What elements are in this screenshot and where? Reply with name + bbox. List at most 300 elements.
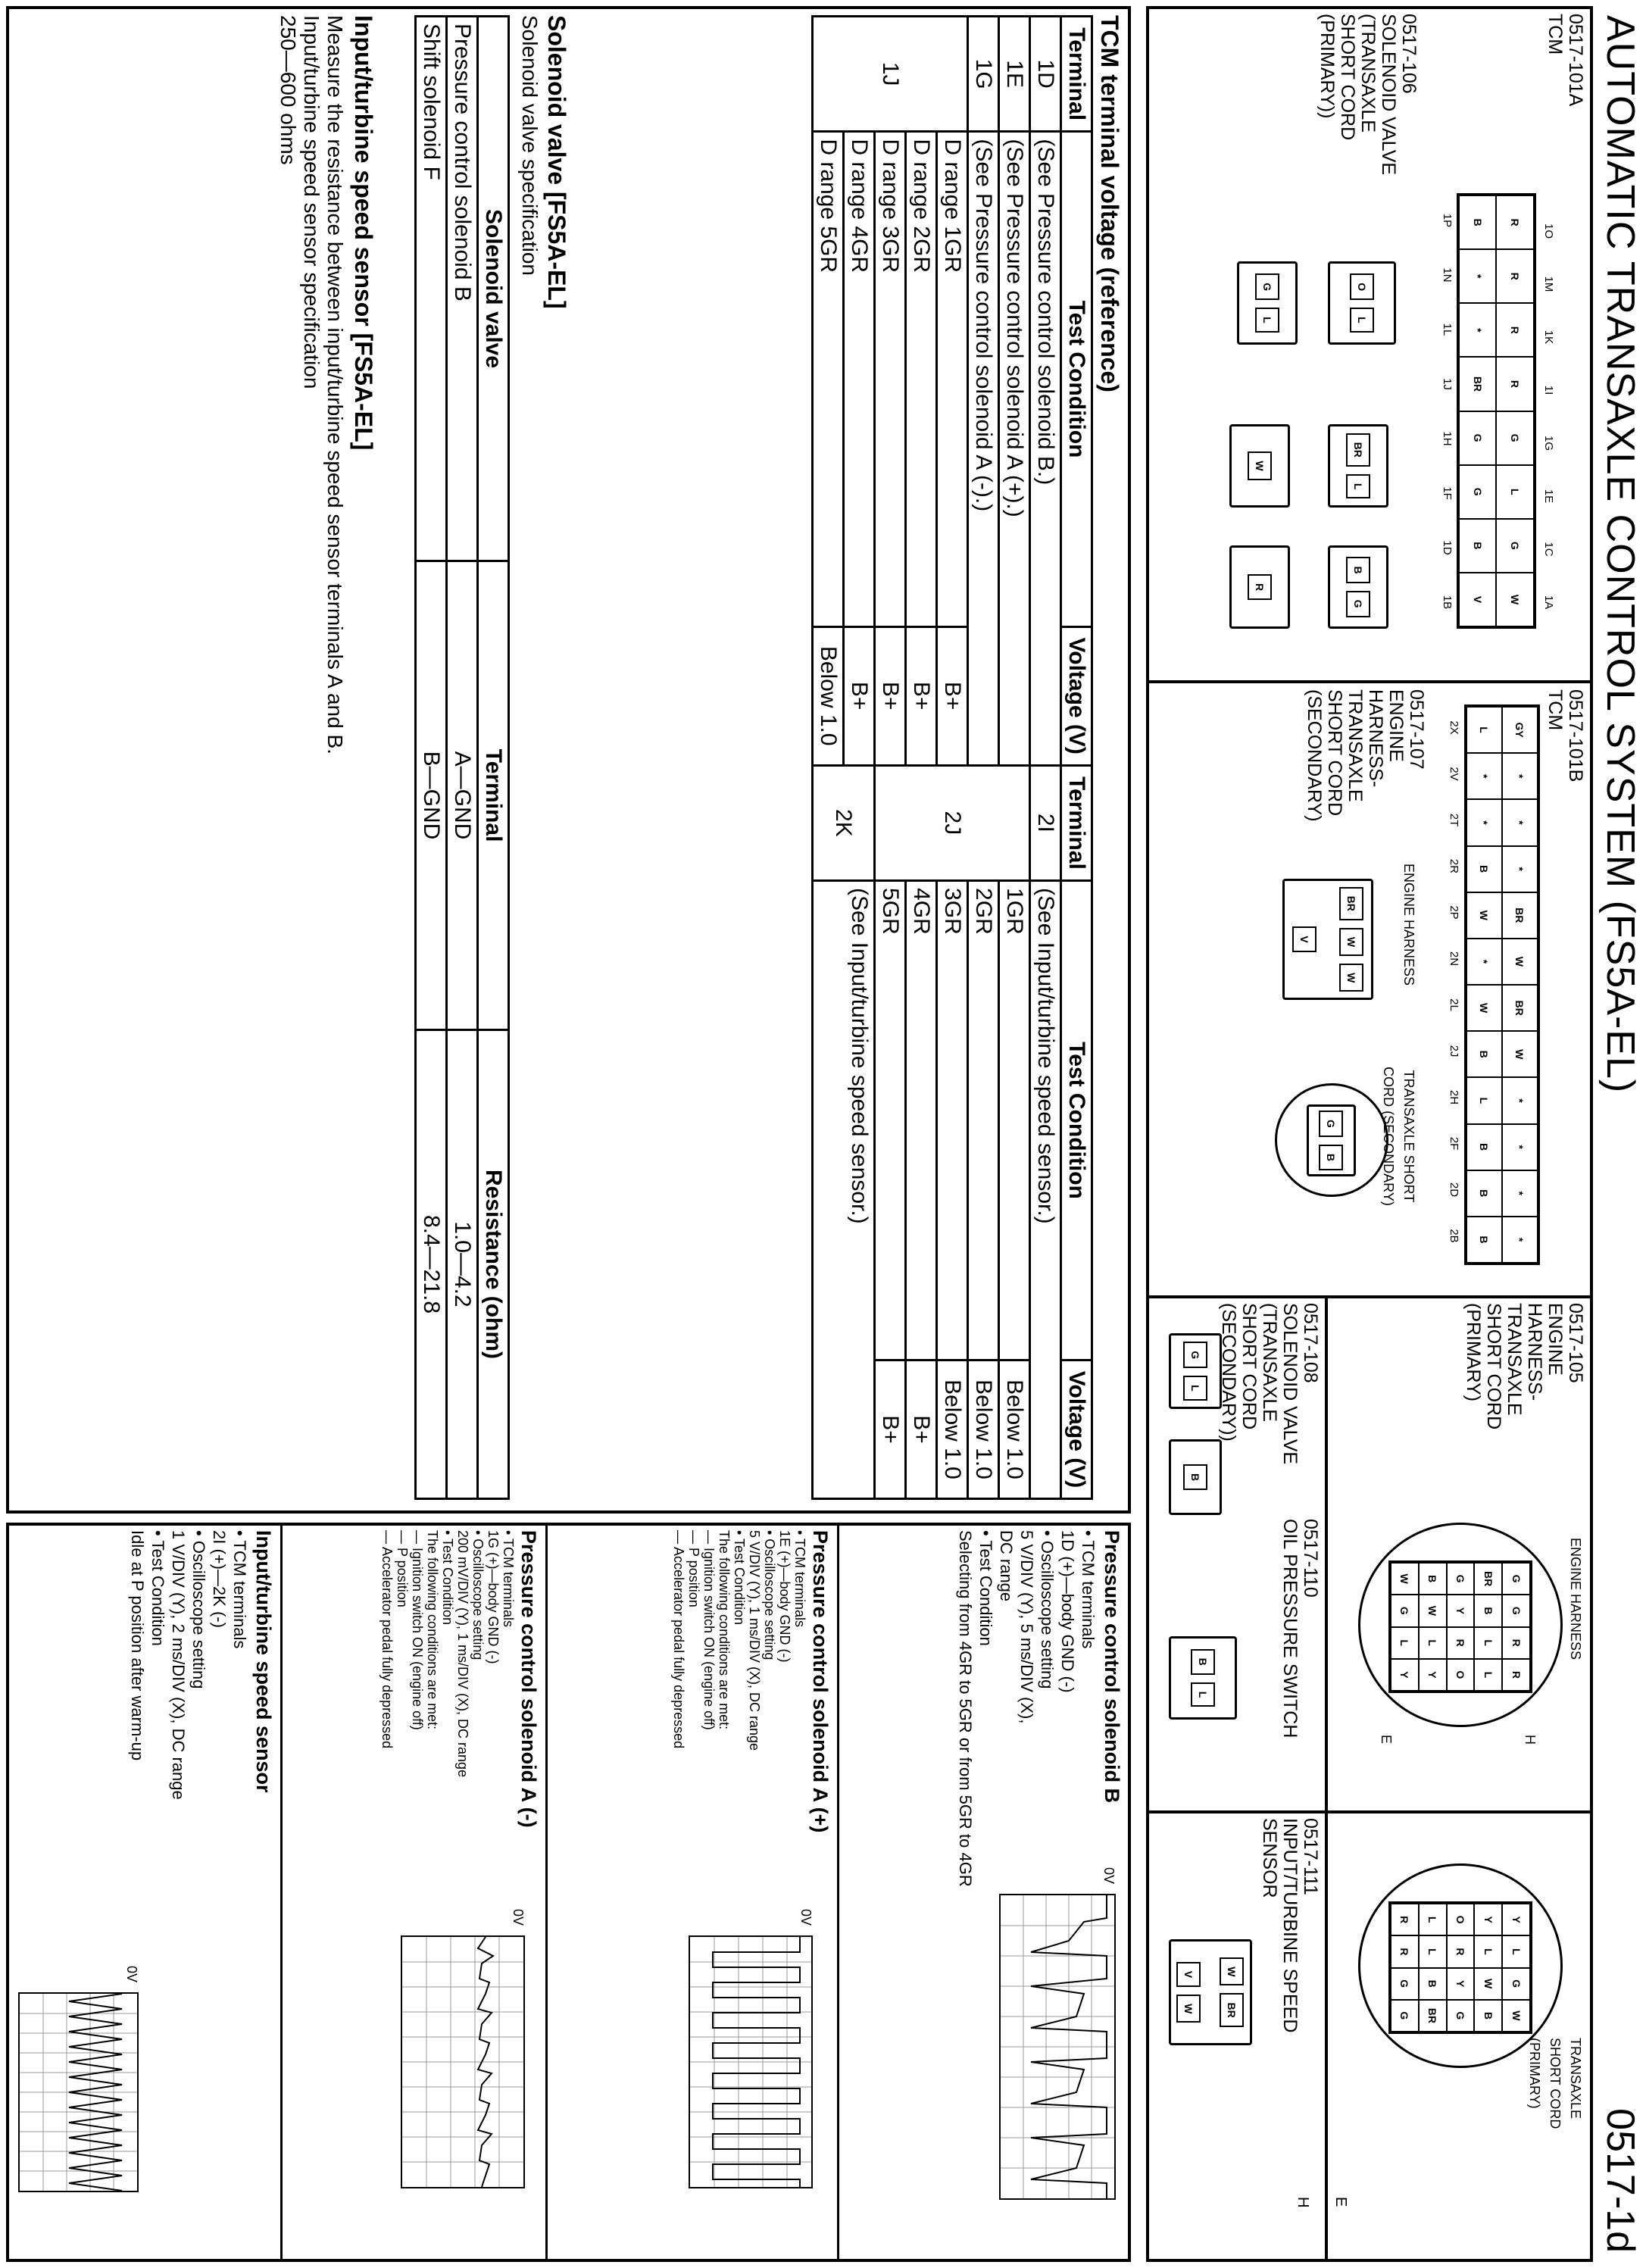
connector-110-name: OIL PRESSURE SWITCH — [1279, 1519, 1301, 1738]
pin-label: 2V — [1448, 767, 1460, 781]
table-cell — [875, 765, 1030, 880]
table-cell — [813, 17, 968, 132]
pin-cell: W — [1391, 1563, 1419, 1595]
pin-label: 1E — [1542, 489, 1555, 504]
pin-cell: BR — [1459, 357, 1497, 411]
waveform-b-line: Selecting from 4GR to 5GR or from 5GR to 4GR — [956, 1530, 975, 1887]
pin-cell: O — [1447, 1659, 1475, 1691]
table-cell: Below 1.0 — [937, 1360, 968, 1498]
table-cell: D range 4GR — [844, 132, 875, 626]
pin-cell: B — [1419, 1968, 1447, 2000]
pin-cell: B — [1459, 195, 1497, 249]
pin-cell: BR — [1474, 1563, 1502, 1595]
waveform-a-minus-scope — [401, 1935, 525, 2188]
pin-cell: W — [1502, 2000, 1530, 2032]
pin-cell: L — [1474, 1659, 1502, 1691]
table-cell: B—GND — [416, 561, 447, 1030]
connector-106-single-w — [1229, 424, 1290, 508]
connector-107-id: 0517-107 — [1406, 689, 1427, 770]
pin-cell: L — [1419, 1935, 1447, 1967]
pin-label: 1J — [1441, 378, 1454, 390]
pin-cell: G — [1255, 273, 1279, 300]
waveform-a-minus-line: • Oscilloscope setting — [470, 1530, 486, 1660]
table-cell: B+ — [875, 1360, 906, 1498]
pin-cell: B — [1466, 846, 1502, 892]
table-cell: Shift solenoid F — [416, 17, 447, 561]
connector-101a-top-pins — [1542, 205, 1555, 629]
pin-cell: G — [1459, 465, 1497, 519]
table-cell-text: 2J — [940, 811, 965, 836]
pin-cell: W — [1177, 1995, 1201, 2023]
connector-101a-id: 0517-101A — [1565, 14, 1586, 107]
waveform-b-line: • Test Condition — [976, 1530, 995, 1646]
table-cell: B+ — [844, 626, 875, 765]
speed-sensor-line2: Input/turbine speed sensor specification — [300, 15, 323, 389]
divider — [1325, 1295, 1328, 2262]
table-row — [447, 17, 478, 1499]
pin-cell: L — [1474, 1627, 1502, 1659]
pin-cell: * — [1502, 1077, 1538, 1123]
pin-cell: * — [1466, 939, 1502, 985]
table-cell: Below 1.0 — [999, 1360, 1030, 1498]
pin-label: 2F — [1448, 1136, 1460, 1151]
pin-cell: W — [1339, 928, 1363, 956]
column-header: Terminal — [1061, 17, 1092, 132]
table-cell: 1D — [1030, 17, 1061, 132]
waveform-a-plus-zero: 0V — [798, 1909, 814, 1926]
waveform-a-minus-line: — Ignition switch ON (engine off) — [410, 1530, 425, 1730]
connector-111-legend-h: H — [1295, 2197, 1311, 2208]
table-cell: (See Input/turbine speed sensor.) — [813, 881, 875, 1499]
pin-cell: G — [1447, 1563, 1475, 1595]
pin-cell: W — [1466, 892, 1502, 939]
pin-cell: B — [1466, 1124, 1502, 1170]
pin-cell: G — [1346, 591, 1370, 617]
divider — [1146, 1295, 1593, 1298]
table-cell: Pressure control solenoid B — [447, 17, 478, 561]
connector-110-id: 0517-110 — [1300, 1519, 1321, 1598]
pin-cell: G — [1497, 411, 1535, 465]
pin-cell: BR — [1419, 2000, 1447, 2032]
divider — [837, 1523, 839, 2262]
connector-105-label-h: H — [1523, 1735, 1538, 1745]
connector-111-graphic — [1169, 1939, 1252, 2045]
connector-106-2a — [1328, 424, 1388, 508]
pin-cell: V — [1459, 573, 1497, 626]
pin-cell: W — [1474, 1968, 1502, 2000]
pin-cell: W — [1419, 1595, 1447, 1626]
connector-107-engine — [1282, 879, 1373, 1000]
page-title: AUTOMATIC TRANSAXLE CONTROL SYSTEM (FS5A-EL) — [1598, 15, 1642, 1094]
pin-label: 2X — [1448, 720, 1460, 735]
waveform-a-minus-line: 200 mV/DIV (Y), 1 ms/DIV (X), DC range — [455, 1530, 470, 1778]
divider — [1146, 680, 1593, 683]
pin-cell: Y — [1447, 1595, 1475, 1626]
pin-label: 2R — [1448, 858, 1460, 874]
pin-cell: R — [1391, 1904, 1419, 1935]
waveform-a-plus-scope — [689, 1935, 813, 2188]
pin-cell: G — [1183, 1342, 1207, 1368]
pin-cell: Y — [1391, 1659, 1419, 1691]
connector-106-3a — [1328, 545, 1388, 629]
pin-label: 1F — [1441, 486, 1454, 500]
table-row — [906, 17, 937, 1499]
pin-cell: * — [1502, 799, 1538, 845]
page-code: 0517-1d — [1598, 2108, 1642, 2253]
table-row — [937, 17, 968, 1499]
pin-cell: L — [1474, 1935, 1502, 1967]
pin-cell: G — [1459, 411, 1497, 465]
pin-cell: BR — [1220, 1993, 1245, 2026]
waveform-b-line: 5 V/DIV (Y), 5 ms/DIV (X), — [1017, 1530, 1036, 1724]
table-cell: (See Input/turbine speed sensor.) — [1030, 881, 1061, 1499]
pin-cell: V — [1292, 926, 1316, 951]
connector-105-transaxle-grid — [1388, 1901, 1532, 2034]
table-row — [1030, 17, 1061, 1499]
connector-101a-grid — [1457, 193, 1536, 629]
pin-cell: L — [1183, 1376, 1207, 1401]
pin-cell: R — [1391, 1935, 1419, 1967]
table-cell: 1GR — [999, 881, 1030, 1360]
waveform-a-plus-line: — P position — [686, 1530, 701, 1607]
waveform-a-minus-line: 1G (+)—body GND (-) — [486, 1530, 501, 1664]
pin-cell: L — [1346, 474, 1370, 499]
waveform-speed-scope — [18, 1992, 139, 2192]
tcm-voltage-table — [811, 15, 1093, 1500]
solenoid-table — [414, 15, 510, 1500]
table-header-row — [1061, 17, 1092, 1499]
column-header: Terminal — [478, 561, 509, 1030]
pin-cell: BR — [1502, 985, 1538, 1031]
pin-cell: R — [1497, 303, 1535, 357]
pin-cell: BR — [1339, 887, 1363, 920]
pin-cell: R — [1248, 574, 1272, 600]
pin-cell: G — [1502, 1595, 1530, 1626]
pin-cell: * — [1502, 1124, 1538, 1170]
pin-cell: L — [1466, 707, 1502, 753]
pin-cell: W — [1497, 573, 1535, 626]
table-cell: B+ — [937, 626, 968, 765]
table-row — [968, 17, 999, 1499]
waveform-b-title: Pressure control solenoid B — [1101, 1530, 1123, 1804]
pin-cell: W — [1502, 1031, 1538, 1077]
pin-cell: * — [1459, 303, 1497, 357]
pin-cell: * — [1502, 1217, 1538, 1263]
pin-cell: L — [1350, 308, 1374, 333]
column-header: Resistance (ohm) — [478, 1030, 509, 1499]
pin-cell: W — [1248, 451, 1272, 480]
pin-cell: B — [1466, 1170, 1502, 1217]
connector-106-id: 0517-106 — [1398, 14, 1420, 94]
pin-cell: B — [1459, 519, 1497, 573]
table-cell-text: 1J — [878, 61, 903, 86]
pin-cell: R — [1502, 1659, 1530, 1691]
connector-108-main — [1169, 1333, 1222, 1409]
pin-cell: G — [1391, 1968, 1419, 2000]
pin-cell: B — [1183, 1464, 1207, 1490]
pin-cell: Y — [1419, 1659, 1447, 1691]
pin-cell: B — [1466, 1217, 1502, 1263]
table-cell: 3GR — [937, 881, 968, 1360]
pin-cell: B — [1320, 1145, 1344, 1170]
waveform-a-minus-line: • Test Condition — [440, 1530, 455, 1626]
pin-cell: G — [1320, 1111, 1344, 1137]
connector-107-name: ENGINE HARNESS-TRANSAXLE SHORT CORD (SECONDARY) — [1304, 689, 1407, 822]
table-row — [416, 17, 447, 1499]
pin-label: 1K — [1542, 330, 1555, 345]
waveform-speed-zero: 0V — [124, 1966, 139, 1983]
connector-101b-id: 0517-101B — [1565, 689, 1586, 783]
scope-grid — [1001, 1895, 1114, 2198]
pin-cell: L — [1419, 1904, 1447, 1935]
speed-sensor-line3: 250—600 ohms — [276, 15, 300, 165]
pin-cell: G — [1502, 1968, 1530, 2000]
waveform-a-plus-line: 5 V/DIV (Y), 1 ms/DIV (X), DC range — [747, 1530, 762, 1751]
pin-label: 1C — [1542, 542, 1555, 557]
table-cell: D range 3GR — [875, 132, 906, 626]
pin-label: 1G — [1542, 435, 1555, 451]
column-header: Test Condition — [1061, 881, 1092, 1360]
connector-107-left-label: ENGINE HARNESS — [1401, 864, 1416, 986]
waveform-speed-line: Idle at P position after warm-up — [128, 1530, 147, 1761]
connector-105-engine-grid — [1388, 1560, 1532, 1693]
table-cell: B+ — [875, 626, 906, 765]
table-cell: (See Pressure control solenoid A (-).) — [968, 132, 999, 765]
waveform-speed-title: Input/turbine speed sensor — [252, 1530, 275, 1793]
connector-105-name: ENGINE HARNESS-TRANSAXLE SHORT CORD (PRIMARY) — [1463, 1303, 1566, 1430]
pin-cell: G — [1391, 1595, 1419, 1626]
pin-cell: L — [1191, 1682, 1215, 1707]
pin-label: 2J — [1448, 1045, 1460, 1057]
pin-label: 2D — [1448, 1182, 1460, 1198]
pin-cell: G — [1391, 2000, 1419, 2032]
tcm-table-title: TCM terminal voltage (reference) — [1096, 15, 1123, 392]
pin-cell: B — [1474, 2000, 1502, 2032]
table-row — [999, 17, 1030, 1499]
waveform-a-plus-line: — Ignition switch ON (engine off) — [701, 1530, 717, 1730]
waveform-speed-line: • TCM terminals — [230, 1530, 249, 1649]
connector-107-right-label: TRANSAXLE SHORT CORD (SECONDARY) — [1381, 1067, 1416, 1206]
pin-cell: * — [1466, 753, 1502, 799]
connector-106-name: SOLENOID VALVE (TRANSAXLE SHORT CORD (PRIMARY)) — [1316, 14, 1399, 176]
divider — [1146, 1810, 1593, 1813]
waveform-b-zero: 0V — [1101, 1867, 1117, 1885]
pin-cell: Y — [1502, 1904, 1530, 1935]
pin-label: 1M — [1542, 276, 1555, 292]
connector-110-graphic — [1169, 1636, 1237, 1720]
table-cell: D range 1GR — [937, 132, 968, 626]
waveform-a-plus-line: • Oscilloscope setting — [762, 1530, 777, 1660]
table-cell: A—GND — [447, 561, 478, 1030]
pin-cell: Y — [1447, 1968, 1475, 2000]
pin-cell: * — [1502, 1170, 1538, 1217]
column-header: Terminal — [1061, 765, 1092, 880]
waveform-speed-line: 2I (+)—2K (-) — [210, 1530, 229, 1628]
waveform-speed-line: • Oscilloscope setting — [189, 1530, 208, 1689]
pin-cell: * — [1459, 249, 1497, 303]
table-cell: 1G — [968, 17, 999, 132]
pin-cell: V — [1177, 1962, 1201, 1987]
pin-label: 1O — [1542, 223, 1555, 239]
pin-cell: W — [1339, 964, 1363, 992]
pin-label: 1L — [1441, 323, 1454, 336]
pin-label: 2B — [1448, 1229, 1460, 1243]
pin-label: 1B — [1441, 595, 1454, 610]
table-cell: 2I — [1030, 765, 1061, 880]
column-header: Solenoid valve — [478, 17, 509, 561]
table-row — [844, 17, 875, 1499]
table-cell: B+ — [906, 626, 937, 765]
pin-cell: O — [1350, 273, 1374, 300]
waveform-a-minus-line: — P position — [395, 1530, 410, 1607]
pin-cell: GY — [1502, 707, 1538, 753]
connector-111-name: INPUT/TURBINE SPEED SENSOR — [1259, 1818, 1301, 2033]
waveform-a-plus-line: 1E (+)—body GND (-) — [777, 1530, 792, 1663]
table-cell: 2K — [813, 765, 875, 880]
pin-cell: L — [1391, 1627, 1419, 1659]
table-cell: Below 1.0 — [968, 1360, 999, 1498]
pin-cell: G — [1447, 2000, 1475, 2032]
pin-cell: R — [1497, 249, 1535, 303]
connector-108-single — [1169, 1439, 1222, 1515]
connector-108-id: 0517-108 — [1300, 1303, 1321, 1383]
pin-label: 2N — [1448, 951, 1460, 967]
waveform-a-plus-line: The following conditions are met: — [717, 1530, 732, 1730]
pin-cell: G — [1497, 519, 1535, 573]
connector-101b-grid — [1464, 704, 1540, 1265]
table-cell: 2GR — [968, 881, 999, 1360]
pin-cell: * — [1502, 846, 1538, 892]
pin-label: 2P — [1448, 905, 1460, 920]
pin-cell: W — [1466, 985, 1502, 1031]
table-cell: 5GR — [875, 881, 906, 1360]
speed-sensor-line1: Measure the resistance between input/turbine speed sensor terminals A and B. — [323, 15, 347, 754]
connector-101a-name: TCM — [1544, 14, 1566, 55]
table-cell: 8.4—21.8 — [416, 1030, 447, 1499]
column-header: Voltage (V) — [1061, 626, 1092, 765]
pin-cell: B — [1419, 1563, 1447, 1595]
connector-101a-bottom-pins — [1441, 193, 1454, 629]
pin-label: 1H — [1441, 431, 1454, 446]
pin-cell: L — [1466, 1077, 1502, 1123]
pin-cell: B — [1346, 557, 1370, 583]
connector-105-id: 0517-105 — [1565, 1303, 1586, 1383]
solenoid-title: Solenoid valve [FS5A-EL] — [543, 15, 570, 309]
table-header-row — [478, 17, 509, 1499]
pin-cell: R — [1497, 357, 1535, 411]
pin-cell: B — [1474, 1595, 1502, 1626]
connector-106-single-r — [1229, 545, 1290, 629]
pin-cell: Y — [1474, 1904, 1502, 1935]
pin-label: 1I — [1542, 385, 1555, 395]
table-cell: (See Pressure control solenoid A (+).) — [999, 132, 1030, 765]
column-header: Test Condition — [1061, 132, 1092, 626]
waveform-b-line: • TCM terminals — [1079, 1530, 1098, 1649]
waveform-speed-line: • Test Condition — [148, 1530, 167, 1646]
pin-cell: L — [1419, 1627, 1447, 1659]
pin-cell: BR — [1502, 892, 1538, 939]
table-cell: D range 5GR — [813, 132, 844, 626]
waveform-a-plus-line: — Accelerator pedal fully depressed — [671, 1530, 686, 1749]
connector-111-legend-e: E — [1332, 2197, 1349, 2207]
waveform-a-plus-line: • TCM terminals — [792, 1530, 807, 1627]
table-cell: Below 1.0 — [813, 626, 844, 765]
pin-cell: R — [1447, 1935, 1475, 1967]
waveform-b-line: • Oscilloscope setting — [1038, 1530, 1057, 1689]
connector-106-1b — [1237, 261, 1298, 345]
table-cell: 1E — [999, 17, 1030, 132]
waveform-a-minus-line: The following conditions are met: — [425, 1530, 440, 1730]
table-cell: D range 2GR — [906, 132, 937, 626]
table-cell: B+ — [906, 1360, 937, 1498]
pin-cell: BR — [1346, 433, 1370, 467]
waveform-a-minus-zero: 0V — [511, 1909, 526, 1926]
table-row — [875, 17, 906, 1499]
waveform-a-plus-title: Pressure control solenoid A (+) — [809, 1530, 832, 1833]
waveform-a-plus-line: • Test Condition — [732, 1530, 747, 1626]
pin-cell: R — [1497, 195, 1535, 249]
divider — [545, 1523, 548, 2262]
pin-cell: R — [1447, 1627, 1475, 1659]
pin-cell: W — [1502, 939, 1538, 985]
divider — [280, 1523, 283, 2262]
pin-cell: * — [1466, 799, 1502, 845]
pin-cell: B — [1466, 1031, 1502, 1077]
connector-105-left-label: ENGINE HARNESS — [1568, 1538, 1583, 1660]
waveform-speed-line: 1 V/DIV (Y), 2 ms/DIV (X), DC range — [169, 1530, 188, 1800]
pin-label: 1A — [1542, 595, 1555, 610]
column-header: Voltage (V) — [1061, 1360, 1092, 1498]
table-cell: (See Pressure control solenoid B.) — [1030, 132, 1061, 765]
table-cell: 4GR — [906, 881, 937, 1360]
waveform-a-minus-line: — Accelerator pedal fully depressed — [379, 1530, 395, 1749]
pin-cell: L — [1502, 1935, 1530, 1967]
connector-108-name: SOLENOID VALVE (TRANSAXLE SHORT CORD (SECONDARY)) — [1218, 1303, 1301, 1465]
waveform-a-minus-title: Pressure control solenoid A (-) — [517, 1530, 540, 1828]
pin-cell: L — [1497, 465, 1535, 519]
pin-cell: W — [1220, 1957, 1245, 1985]
connector-105-right-label: TRANSAXLE SHORT CORD (PRIMARY) — [1527, 2038, 1583, 2129]
connector-107-transaxle-inner — [1307, 1104, 1356, 1176]
waveform-b-line: DC range — [997, 1530, 1016, 1602]
scope-grid — [402, 1937, 523, 2187]
table-cell: 1.0—4.2 — [447, 1030, 478, 1499]
pin-cell: L — [1255, 308, 1279, 333]
pin-label: 1P — [1441, 213, 1454, 228]
pin-cell: G — [1502, 1563, 1530, 1595]
pin-cell: * — [1502, 753, 1538, 799]
pin-label: 1D — [1441, 540, 1454, 555]
connector-101b-name: TCM — [1544, 689, 1566, 731]
connector-101b-bottom-pins — [1448, 704, 1460, 1259]
pin-cell: B — [1191, 1649, 1215, 1675]
pin-label: 2L — [1448, 998, 1460, 1011]
pin-cell: O — [1447, 1904, 1475, 1935]
connector-111-id: 0517-111 — [1300, 1818, 1321, 1895]
connector-105-label-e: E — [1379, 1735, 1394, 1745]
waveform-a-minus-line: • TCM terminals — [501, 1530, 516, 1627]
waveform-b-line: 1D (+)—body GND (-) — [1058, 1530, 1077, 1693]
connector-106-4a — [1328, 261, 1396, 345]
pin-label: 2T — [1448, 813, 1460, 827]
waveform-b-scope — [999, 1894, 1116, 2200]
solenoid-subtitle: Solenoid valve specification — [518, 15, 542, 276]
connector-107-transaxle — [1275, 1083, 1388, 1197]
pin-cell: R — [1502, 1627, 1530, 1659]
pin-label: 2H — [1448, 1089, 1460, 1105]
speed-sensor-title: Input/turbine speed sensor [FS5A-EL] — [350, 15, 377, 451]
pin-label: 1N — [1441, 267, 1454, 283]
